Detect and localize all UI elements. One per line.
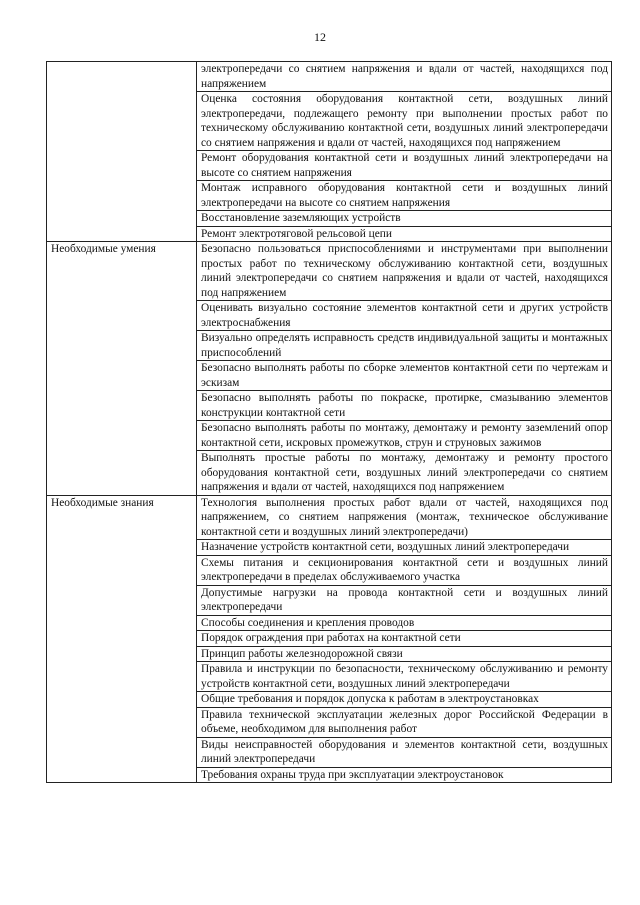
requirement-item: Безопасно выполнять работы по покраске, протирке, смазыванию элементов конструкции контактной сети xyxy=(197,391,612,421)
requirement-item: Восстановление заземляющих устройств xyxy=(197,211,612,227)
requirement-item: Виды неисправностей оборудования и элементов контактной сети, воздушных линий электропередачи xyxy=(197,737,612,767)
requirement-item: Общие требования и порядок допуска к работам в электроустановках xyxy=(197,692,612,708)
requirement-item: Схемы питания и секционирования контактной сети и воздушных линий электропередачи в пределах обслуживаемого участка xyxy=(197,555,612,585)
requirements-table xyxy=(46,61,612,783)
section-label: Необходимые знания xyxy=(47,495,197,783)
requirement-item: Правила технической эксплуатации железных дорог Российской Федерации в объеме, необходимом для выполнения работ xyxy=(197,707,612,737)
requirement-item: Монтаж исправного оборудования контактной сети и воздушных линий электропередачи на высоте со снятием напряжения xyxy=(197,181,612,211)
requirement-item: Порядок ограждения при работах на контактной сети xyxy=(197,631,612,647)
requirement-item: Принцип работы железнодорожной связи xyxy=(197,646,612,662)
requirement-item: Безопасно пользоваться приспособлениями и инструментами при выполнении простых работ по техническому обслуживанию контактной сети, воздушных линий электропередачи со снятием напряжения и вдали от частей, находящихся под напряжением xyxy=(197,242,612,301)
requirement-item: Правила и инструкции по безопасности, техническому обслуживанию и ремонту устройств контактной сети, воздушных линий электропередачи xyxy=(197,662,612,692)
requirement-item: Визуально определять исправность средств индивидуальной защиты и монтажных приспособлений xyxy=(197,331,612,361)
requirement-item: Выполнять простые работы по монтажу, демонтажу и ремонту простого оборудования контактной сети, воздушных линий электропередачи со снятием напряжения и вдали от частей, находящихся под напряжением xyxy=(197,451,612,496)
requirement-item: Безопасно выполнять работы по сборке элементов контактной сети по чертежам и эскизам xyxy=(197,361,612,391)
table-row xyxy=(47,62,612,92)
requirement-item: Технология выполнения простых работ вдали от частей, находящихся под напряжением, со снятием напряжения (монтаж, техническое обслуживание контактной сети и воздушных линий электропередачи) xyxy=(197,495,612,540)
page-number: 12 xyxy=(314,30,326,44)
requirement-item: Требования охраны труда при эксплуатации электроустановок xyxy=(197,767,612,783)
table-row xyxy=(47,242,612,301)
section-label: Необходимые умения xyxy=(47,242,197,496)
requirements-table-body xyxy=(47,62,612,783)
requirement-item: Оценка состояния оборудования контактной сети, воздушных линий электропередачи, подлежащего ремонту при выполнении простых работ по техническому обслуживанию контактной сети, воздушных линий электропередачи со снятием напряжения и вдали от частей, находящихся под напряжением xyxy=(197,92,612,151)
requirement-item: Ремонт электротяговой рельсовой цепи xyxy=(197,226,612,242)
requirement-item: Назначение устройств контактной сети, воздушных линий электропередачи xyxy=(197,540,612,556)
section-label xyxy=(47,62,197,242)
requirement-item: Оценивать визуально состояние элементов контактной сети и других устройств электроснабжения xyxy=(197,301,612,331)
requirement-item: Ремонт оборудования контактной сети и воздушных линий электропередачи на высоте со снятием напряжения xyxy=(197,151,612,181)
requirement-item: электропередачи со снятием напряжения и вдали от частей, находящихся под напряжением xyxy=(197,62,612,92)
requirement-item: Способы соединения и крепления проводов xyxy=(197,615,612,631)
requirement-item: Безопасно выполнять работы по монтажу, демонтажу и ремонту заземлений опор контактной сети, искровых промежутков, струн и струновых зажимов xyxy=(197,421,612,451)
table-row xyxy=(47,495,612,540)
requirement-item: Допустимые нагрузки на провода контактной сети и воздушных линий электропередачи xyxy=(197,585,612,615)
